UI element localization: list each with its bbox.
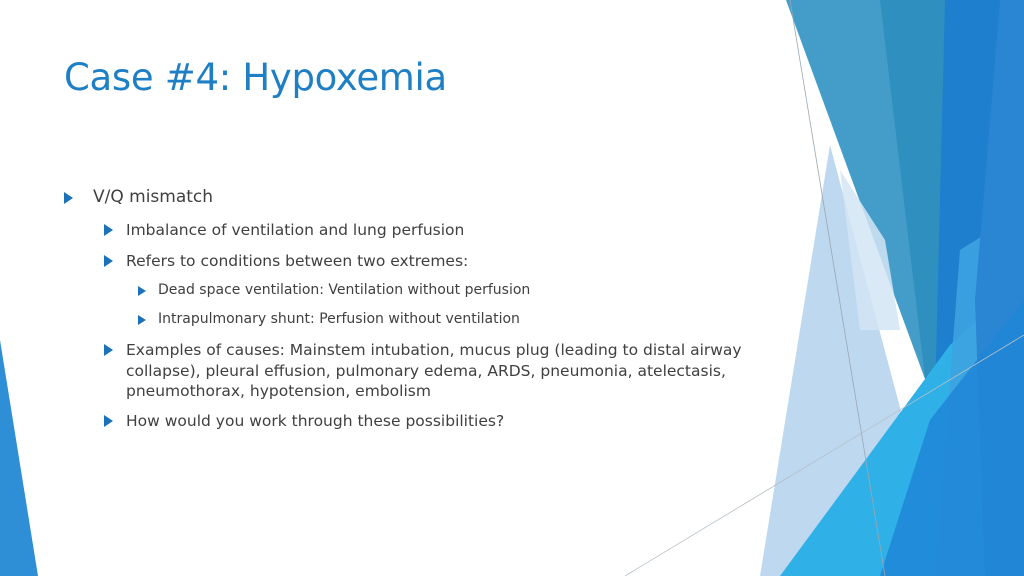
bullet-arrow-icon <box>64 192 73 204</box>
bullet-arrow-icon <box>138 286 146 296</box>
bullet-text: Intrapulmonary shunt: Perfusion without ventilation <box>158 311 520 327</box>
bullet-dead-space <box>138 282 530 298</box>
bullet-refers-to <box>104 251 764 272</box>
bullet-text: How would you work through these possibilities? <box>126 412 505 430</box>
bullet-shunt <box>138 311 520 327</box>
bullet-text: Imbalance of ventilation and lung perfusion <box>126 221 465 239</box>
bullet-examples <box>104 340 764 402</box>
bullet-arrow-icon <box>104 415 113 427</box>
bullet-imbalance <box>104 220 764 241</box>
bullet-vq-mismatch <box>64 187 213 207</box>
slide-title: Case #4: Hypoxemia <box>64 56 447 99</box>
left-edge-shape <box>0 340 38 576</box>
bullet-question <box>104 411 764 432</box>
bullet-text: Dead space ventilation: Ventilation without perfusion <box>158 282 531 298</box>
bullet-text: Examples of causes: Mainstem intubation, mucus plug (leading to distal airway collapse), pleural effusion, pulmonary edema, ARDS, pneumonia, atelectasis, pneumothorax, hypotension, embolism <box>126 341 742 400</box>
bullet-arrow-icon <box>104 344 113 356</box>
bullet-text: V/Q mismatch <box>93 187 214 207</box>
bullet-text: Refers to conditions between two extremes: <box>126 252 469 270</box>
bullet-arrow-icon <box>138 315 146 325</box>
bullet-arrow-icon <box>104 224 113 236</box>
bullet-arrow-icon <box>104 255 113 267</box>
